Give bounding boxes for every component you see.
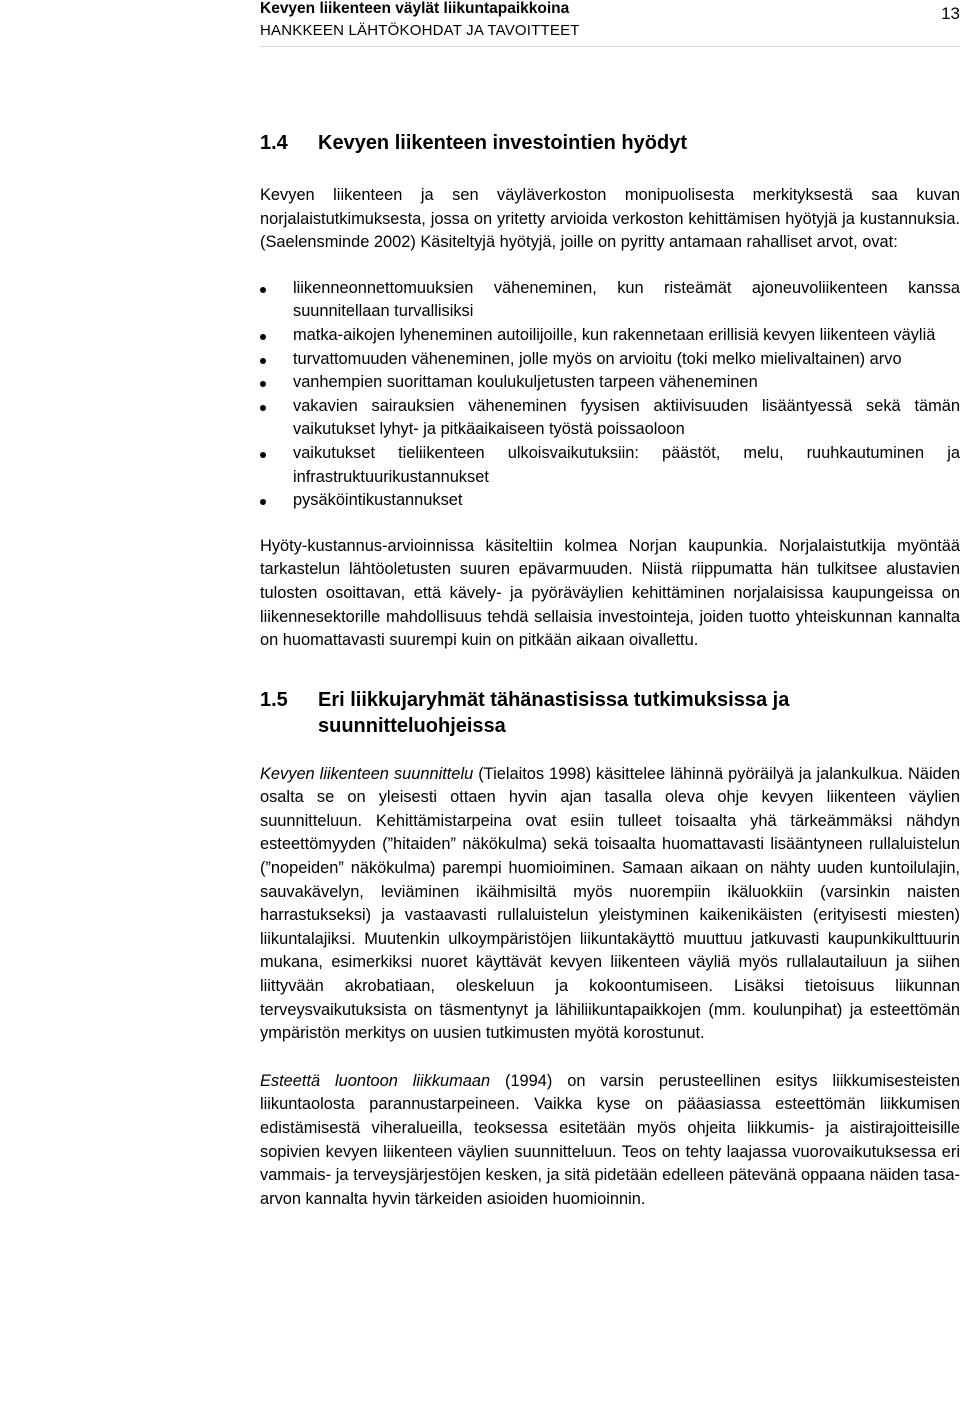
running-title: Kevyen liikenteen väylät liikuntapaikkoina (260, 0, 570, 17)
section-heading-1-4 (260, 130, 960, 156)
bullet-icon (260, 334, 266, 340)
list-item (260, 442, 960, 489)
list-item-text: pysäköintikustannukset (293, 491, 463, 510)
publication-title: Kevyen liikenteen suunnittelu (260, 764, 474, 783)
bullet-icon (260, 358, 266, 364)
bullet-icon (260, 452, 266, 458)
list-item-text: vakavien sairauksien väheneminen fyysisen aktiivisuuden lisääntyessä sekä tämän vaikutukset lyhyt- ja pitkäaikaiseen työstä poissaoloon (293, 396, 960, 439)
header-divider (260, 46, 960, 47)
section-heading-1-5 (260, 687, 960, 739)
paragraph-kevyen-liikenteen-suunnittelu (260, 763, 960, 1046)
section-number: 1.4 (260, 132, 288, 154)
paragraph-intro: Kevyen liikenteen ja sen väyläverkoston monipuolisesta merkityksestä saa kuvan norjalaistutkimuksesta, jossa on yritetty arvioida verkoston kehittämisen hyötyjä ja kustannuksia. (Saelensminde 2002) Käsiteltyjä hyötyjä, joille on pyritty antamaan rahalliset arvot, ovat: (260, 186, 960, 252)
list-item (260, 324, 960, 348)
running-subtitle: HANKKEEN LÄHTÖKOHDAT JA TAVOITTEET (260, 22, 580, 39)
list-item-text: vaikutukset tieliikenteen ulkoisvaikutuksiin: päästöt, melu, ruuhkautuminen ja infrastruktuurikustannukset (293, 443, 960, 486)
list-item (260, 371, 960, 395)
page-body (260, 130, 960, 1211)
publication-title: Esteettä luontoon liikkumaan (260, 1071, 491, 1090)
bullet-icon (260, 499, 266, 505)
list-item-text: matka-aikojen lyheneminen autoilijoille, kun rakennetaan erillisiä kevyen liikenteen väyliä (293, 325, 936, 344)
paragraph-text: (1994) on varsin perusteellinen esitys liikkumisesteisten liikuntaolosta parannustarpeineen. Vaikka kyse on pääasiassa esteettömän liikkumisen edistämisestä viheralueilla, teoksessa esitetään myös ohjeita liikkumis- ja aistirajoitteisille sopivien kevyen liikenteen väylien suunnitteluun. Teos on tehty laajassa vuorovaikutuksessa eri vammais- ja terveysjärjestöjen kesken, ja sitä pidetään edelleen pätevänä oppaana näiden tasa-arvon kannalta hyvin tärkeiden asioiden huomioinnin. (260, 1071, 960, 1208)
bullet-icon (260, 381, 266, 387)
list-item (260, 277, 960, 324)
benefits-list (260, 277, 960, 513)
paragraph-text: (Tielaitos 1998) käsittelee lähinnä pyöräilyä ja jalankulkua. Näiden osalta se on yleisesti ottaen hyvin ajan tasalla oleva ohje kevyen liikenteen väylien suunnitteluun. Kehittämistarpeina ovat esiin tulleet toisaalta yhä tärkeämmäksi nähdyn esteettömyyden (”hitaiden” näkökulma) sekä toisaalta huomattavasti lisääntyneen rullaluistelun (”nopeiden” näkökulma) parempi huomioiminen. Samaan aikaan on nähty uuden kuntoilulajin, sauvakävelyn, leviäminen ikäihmisiltä myös nuorempiin ikäluokkiin (varsinkin naisten harrastukseksi) ja vastaavasti rullaluistelun yleistyminen kaikenikäisten (erityisesti miesten) liikuntalajiksi. Muutenkin ulkoympäristöjen liikuntakäyttö muuttuu jatkuvasti kaupunkikulttuurin mukana, esimerkiksi nuoret käyttävät kevyen liikenteen väyliä myös rullalautailuun ja siihen liittyvään akrobatiaan, oleskeluun ja kokoontumiseen. Lisäksi tietoisuus liikunnan terveysvaikutuksista on täsmentynyt ja lähiliikuntapaikkojen (mm. koulunpihat) ja esteettömän ympäristön merkitys on uusien tutkimusten myötä korostunut. (260, 764, 960, 1043)
list-item-text: liikenneonnettomuuksien väheneminen, kun risteämät ajoneuvoliikenteen kanssa suunnitellaan turvallisiksi (293, 278, 960, 321)
list-item (260, 348, 960, 372)
section-title: Kevyen liikenteen investointien hyödyt (318, 132, 687, 154)
page-number: 13 (941, 4, 960, 23)
list-item (260, 489, 960, 513)
bullet-icon (260, 287, 266, 293)
paragraph-conclusion: Hyöty-kustannus-arvioinnissa käsiteltiin kolmea Norjan kaupunkia. Norjalaistutkija myöntää tarkastelun lähtöoletusten suuren epävarmuuden. Niistä riippumatta hän tulkitsee alustavien tulosten osoittavan, että kävely- ja pyöräväylien kehittäminen norjalaisissa kaupungeissa on liikennesektorille mahdollisuus tehdä sellaisia investointeja, joiden tuotto yhteiskunnan kannalta on huomattavasti suurempi kuin on pitkään aikaan oivallettu. (260, 536, 960, 650)
paragraph-esteetta-luontoon (260, 1070, 960, 1212)
list-item-text: vanhempien suorittaman koulukuljetusten tarpeen väheneminen (293, 373, 758, 392)
section-number: 1.5 (260, 688, 288, 711)
list-item-text: turvattomuuden väheneminen, jolle myös on arvioitu (toki melko mielivaltainen) arvo (293, 349, 902, 368)
bullet-icon (260, 405, 266, 411)
list-item (260, 395, 960, 442)
section-title: Eri liikkujaryhmät tähänastisissa tutkimuksissa ja suunnitteluohjeissa (318, 688, 790, 737)
